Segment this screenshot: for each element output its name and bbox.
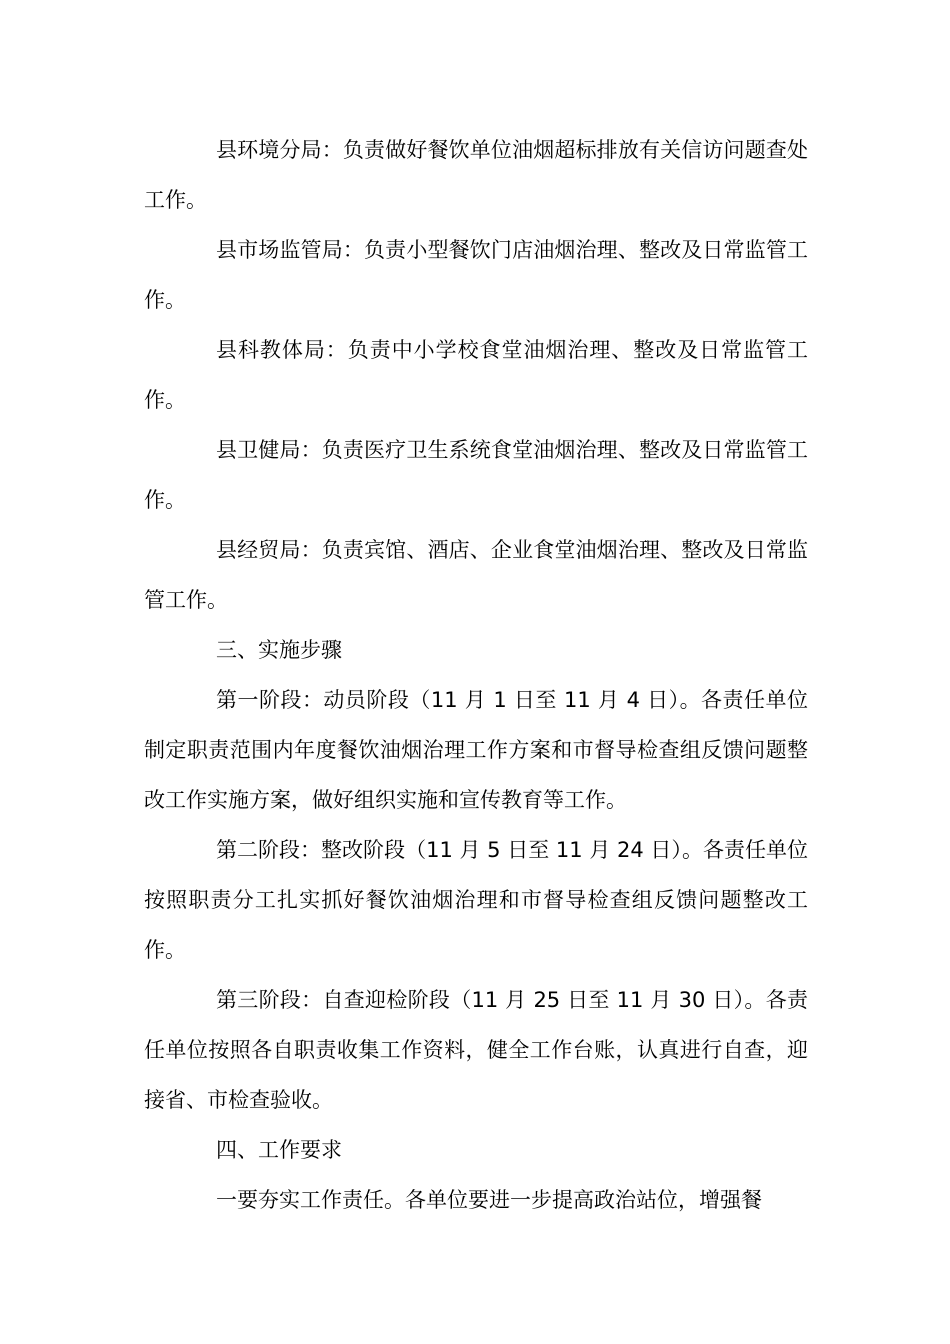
paragraph-requirement-one: 一要夯实工作责任。各单位要进一步提高政治站位，增强餐 xyxy=(216,1188,762,1212)
section-heading-work-requirements: 四、工作要求 xyxy=(216,1138,342,1162)
paragraph-county-trade-bureau: 县经贸局：负责宾馆、酒店、企业食堂油烟治理、整改及日常监管工作。 xyxy=(144,538,808,612)
paragraph-phase-three: 第三阶段：自查迎检阶段（11 月 25 日至 11 月 30 日）。各责任单位按照各自职责收集工作资料，健全工作台账，认真进行自查，迎接省、市检查验收。 xyxy=(144,988,808,1112)
paragraph-phase-two: 第二阶段：整改阶段（11 月 5 日至 11 月 24 日）。各责任单位按照职责分工扎实抓好餐饮油烟治理和市督导检查组反馈问题整改工作。 xyxy=(144,838,808,962)
document-body xyxy=(144,125,808,1225)
paragraph-county-market-supervision-bureau: 县市场监管局：负责小型餐饮门店油烟治理、整改及日常监管工作。 xyxy=(144,238,808,312)
paragraph-county-health-bureau: 县卫健局：负责医疗卫生系统食堂油烟治理、整改及日常监管工作。 xyxy=(144,438,808,512)
paragraph-county-education-bureau: 县科教体局：负责中小学校食堂油烟治理、整改及日常监管工作。 xyxy=(144,338,808,412)
paragraph-county-environment-bureau: 县环境分局：负责做好餐饮单位油烟超标排放有关信访问题查处工作。 xyxy=(144,138,808,212)
section-heading-implementation-steps: 三、实施步骤 xyxy=(216,638,342,662)
paragraph-phase-one: 第一阶段：动员阶段（11 月 1 日至 11 月 4 日）。各责任单位制定职责范围内年度餐饮油烟治理工作方案和市督导检查组反馈问题整改工作实施方案，做好组织实施和宣传教育等工作。 xyxy=(144,688,808,812)
